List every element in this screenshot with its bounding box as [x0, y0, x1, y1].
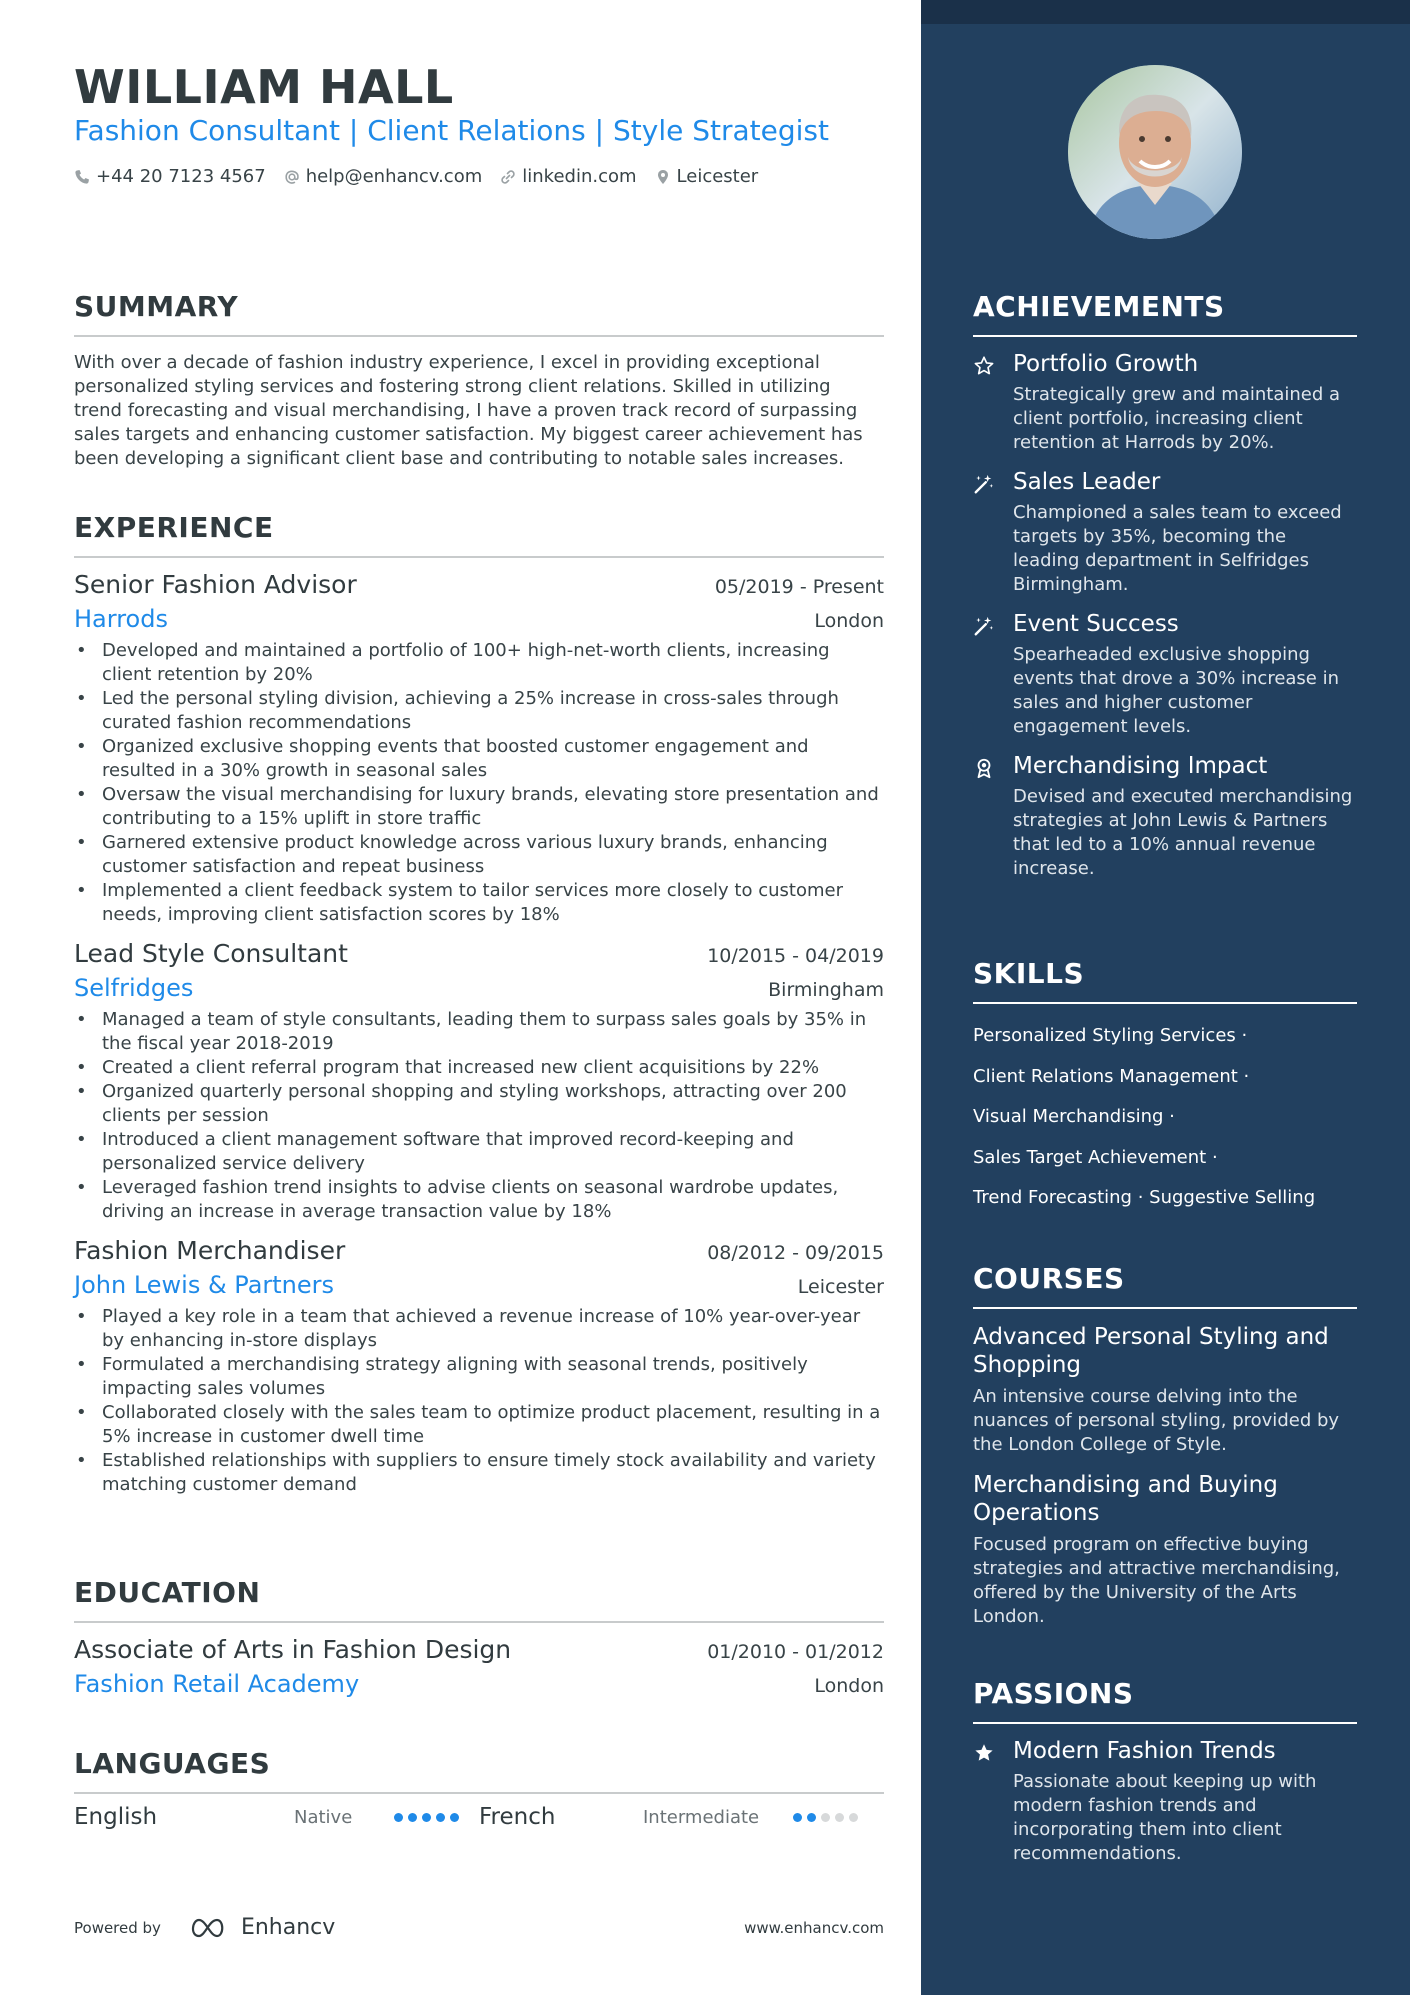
skill-row: Trend Forecasting · Suggestive Selling [973, 1187, 1316, 1208]
summary-section [74, 290, 884, 471]
contact-row [74, 166, 758, 187]
language-name: English [74, 1804, 158, 1830]
achievements-heading: ACHIEVEMENTS [973, 290, 1357, 337]
course-title: Advanced Personal Styling and Shopping [973, 1324, 1329, 1378]
job-company: Selfridges [74, 974, 194, 1002]
job-entry [74, 570, 884, 927]
passions-heading: PASSIONS [973, 1677, 1357, 1724]
linkedin-text: linkedin.com [522, 166, 637, 187]
job-bullets [74, 1305, 884, 1497]
rating-dot-empty [821, 1813, 830, 1822]
skill-row: Sales Target Achievement · [973, 1146, 1218, 1168]
job-dates: 05/2019 - Present [714, 576, 884, 598]
rating-dot-filled [436, 1813, 445, 1822]
contact-email[interactable] [284, 166, 483, 187]
magic-wand-icon [973, 473, 995, 495]
education-section [74, 1576, 884, 1698]
rating-dot-filled [408, 1813, 417, 1822]
language-level: Intermediate [643, 1806, 760, 1828]
candidate-name: WILLIAM HALL [74, 60, 454, 114]
degree: Associate of Arts in Fashion Design [74, 1635, 512, 1664]
job-bullet: • Oversaw the visual merchandising for luxury brands, elevating store presentation and contributing to a 15% uplift in store traffic [74, 783, 884, 831]
job-dates: 10/2015 - 04/2019 [707, 945, 884, 967]
language-name: French [479, 1804, 556, 1830]
experience-heading: EXPERIENCE [74, 511, 884, 558]
achievement-title: Sales Leader [1013, 469, 1161, 495]
course-item [973, 1323, 1357, 1457]
job-bullets [74, 639, 884, 927]
achievement-desc: Devised and executed merchandising strategies at John Lewis & Partners that led to a 10% annual revenue increase. [1013, 786, 1353, 879]
rating-dot-empty [835, 1813, 844, 1822]
job-location: Birmingham [768, 979, 884, 1001]
achievement-item [973, 753, 1357, 881]
rating-dot-filled [450, 1813, 459, 1822]
rating-dot-filled [793, 1813, 802, 1822]
passion-desc: Passionate about keeping up with modern fashion trends and incorporating them into client recommendations. [1013, 1771, 1317, 1864]
job-bullet: • Established relationships with suppliers to ensure timely stock availability and variety matching customer demand [74, 1449, 884, 1497]
passions-section [973, 1677, 1357, 1866]
job-bullet: • Garnered extensive product knowledge across various luxury brands, enhancing customer satisfaction and repeat business [74, 831, 884, 879]
rating-dot-filled [422, 1813, 431, 1822]
job-bullet: • Collaborated closely with the sales team to optimize product placement, resulting in a 5% increase in customer dwell time [74, 1401, 884, 1449]
skill-row: Client Relations Management · [973, 1065, 1250, 1087]
education-dates: 01/2010 - 01/2012 [707, 1641, 884, 1663]
language-item [479, 1804, 884, 1830]
footer [74, 1915, 884, 1940]
location-text: Leicester [676, 166, 759, 187]
job-entry [74, 1236, 884, 1497]
achievement-title: Portfolio Growth [1013, 351, 1199, 377]
email-text: help@enhancv.com [305, 166, 483, 187]
job-bullet: • Played a key role in a team that achieved a revenue increase of 10% year-over-year by enhancing in-store displays [74, 1305, 884, 1353]
course-item [973, 1471, 1357, 1629]
job-bullet: • Implemented a client feedback system to tailor services more closely to customer needs, improving client satisfaction scores by 18% [74, 879, 884, 927]
avatar [1068, 65, 1242, 239]
achievement-item [973, 469, 1357, 597]
job-role: Senior Fashion Advisor [74, 570, 357, 599]
skill-row: Personalized Styling Services · [973, 1025, 1248, 1046]
achievement-desc: Strategically grew and maintained a client portfolio, increasing client retention at Harrods by 20%. [1013, 384, 1341, 453]
job-company: Harrods [74, 605, 168, 633]
languages-heading: LANGUAGES [74, 1747, 884, 1794]
skills-section [973, 957, 1357, 1219]
job-location: London [814, 610, 884, 632]
job-dates: 08/2012 - 09/2015 [707, 1242, 884, 1264]
language-list [74, 1804, 884, 1830]
course-desc: Focused program on effective buying strategies and attractive merchandising, offered by the University of the Arts London. [973, 1534, 1340, 1627]
star-outline-icon [973, 355, 995, 377]
sidebar-top-band [921, 0, 1410, 24]
achievement-desc: Spearheaded exclusive shopping events that drove a 30% increase in sales and higher customer engagement levels. [1013, 644, 1340, 737]
rating-dot-empty [849, 1813, 858, 1822]
job-bullet: • Created a client referral program that increased new client acquisitions by 22% [74, 1056, 884, 1080]
brand-name: Enhancv [240, 1915, 336, 1940]
passion-item [973, 1738, 1357, 1866]
job-bullet: • Leveraged fashion trend insights to advise clients on seasonal wardrobe updates, driving an increase in average transaction value by 18% [74, 1176, 884, 1224]
portrait-image [1068, 65, 1242, 239]
at-icon [284, 169, 300, 185]
website-link[interactable]: www.enhancv.com [744, 1918, 884, 1937]
star-filled-icon [973, 1742, 995, 1764]
job-bullet: • Led the personal styling division, achieving a 25% increase in cross-sales through curated fashion recommendations [74, 687, 884, 735]
achievement-item [973, 611, 1357, 739]
contact-linkedin[interactable] [500, 166, 636, 187]
magic-wand-icon [973, 615, 995, 637]
job-bullet: • Introduced a client management software that improved record-keeping and personalized service delivery [74, 1128, 884, 1176]
job-bullet: • Organized quarterly personal shopping and styling workshops, attracting over 200 clients per session [74, 1080, 884, 1128]
job-bullet: • Developed and maintained a portfolio of 100+ high-net-worth clients, increasing client retention by 20% [74, 639, 884, 687]
job-role: Fashion Merchandiser [74, 1236, 346, 1265]
skills-heading: SKILLS [973, 957, 1357, 1004]
language-level: Native [294, 1806, 353, 1828]
language-rating [793, 1813, 858, 1822]
education-location: London [814, 1675, 884, 1697]
education-heading: EDUCATION [74, 1576, 884, 1623]
achievement-desc: Championed a sales team to exceed targets by 35%, becoming the leading department in Selfridges Birmingham. [1013, 502, 1342, 595]
location-pin-icon [655, 169, 671, 185]
experience-section [74, 511, 884, 1497]
sidebar [921, 0, 1410, 1995]
enhancv-brand[interactable] [187, 1915, 335, 1940]
summary-text: With over a decade of fashion industry experience, I excel in providing exceptional personalized styling services and fostering strong client relations. Skilled in utilizing trend forecasting and visual merchandising, I have a proven track record of surpassing sales targets and enhancing customer satisfaction. My biggest career achievement has been developing a significant client base and contributing to notable sales increases. [74, 352, 863, 469]
link-icon [500, 169, 516, 185]
phone-text: +44 20 7123 4567 [96, 166, 266, 187]
school: Fashion Retail Academy [74, 1670, 360, 1698]
award-ribbon-icon [973, 757, 995, 779]
enhancv-logo-icon [187, 1916, 233, 1940]
candidate-title: Fashion Consultant | Client Relations | Style Strategist [74, 114, 829, 147]
job-bullet: • Formulated a merchandising strategy aligning with seasonal trends, positively impacting sales volumes [74, 1353, 884, 1401]
languages-section [74, 1747, 884, 1830]
summary-heading: SUMMARY [74, 290, 884, 337]
courses-section [973, 1262, 1357, 1629]
job-company: John Lewis & Partners [74, 1271, 335, 1299]
language-item [74, 1804, 479, 1830]
skill-list [973, 1016, 1357, 1219]
powered-by-label: Powered by [74, 1918, 161, 1937]
contact-phone[interactable] [74, 166, 266, 187]
course-desc: An intensive course delving into the nuances of personal styling, provided by the London College of Style. [973, 1386, 1340, 1455]
job-role: Lead Style Consultant [74, 939, 348, 968]
language-rating [394, 1813, 459, 1822]
achievements-section [973, 290, 1357, 881]
job-bullet: • Organized exclusive shopping events that boosted customer engagement and resulted in a 30% growth in seasonal sales [74, 735, 884, 783]
powered-by [74, 1915, 335, 1940]
job-entry [74, 939, 884, 1224]
job-bullets [74, 1008, 884, 1224]
skill-row: Visual Merchandising · [973, 1106, 1175, 1127]
achievement-title: Merchandising Impact [1013, 753, 1268, 779]
course-title: Merchandising and Buying Operations [973, 1472, 1278, 1526]
achievement-title: Event Success [1013, 611, 1179, 637]
contact-location [655, 166, 759, 187]
passion-title: Modern Fashion Trends [1013, 1738, 1276, 1764]
education-entry [74, 1635, 884, 1698]
job-location: Leicester [797, 1276, 884, 1298]
courses-heading: COURSES [973, 1262, 1357, 1309]
phone-icon [74, 169, 90, 185]
rating-dot-filled [394, 1813, 403, 1822]
rating-dot-filled [807, 1813, 816, 1822]
job-bullet: • Managed a team of style consultants, leading them to surpass sales goals by 35% in the fiscal year 2018-2019 [74, 1008, 884, 1056]
achievement-item [973, 351, 1357, 455]
